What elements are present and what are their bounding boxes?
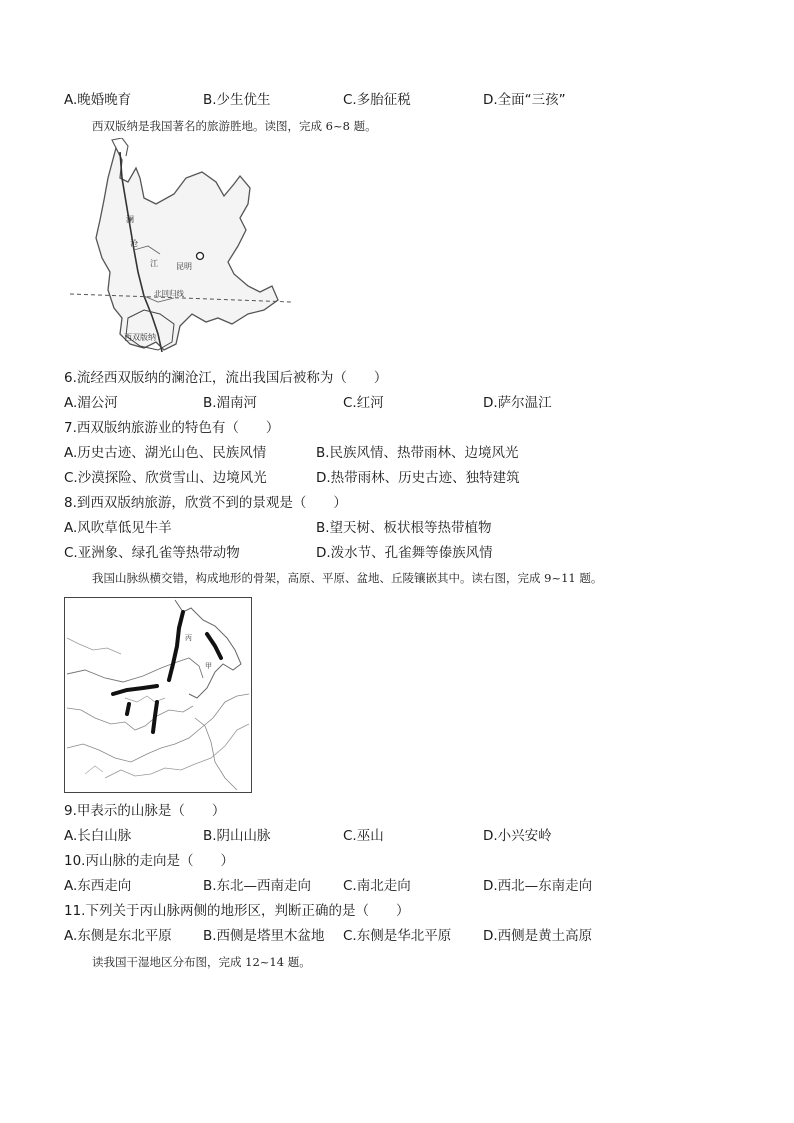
q6-option-d: D.萨尔温江: [483, 395, 552, 411]
q8-option-b: B.望天树、板状根等热带植物: [316, 520, 492, 536]
label-bing: 丙: [185, 634, 192, 642]
q9-option-d: D.小兴安岭: [483, 828, 552, 844]
q7-option-a: A.历史古迹、湖光山色、民族风情: [64, 445, 267, 461]
range-helan: [127, 704, 129, 714]
q7-option-c: C.沙漠探险、欣赏雪山、边境风光: [64, 470, 267, 486]
kunming-marker: [197, 253, 204, 260]
label-tropic: 北回归线: [154, 289, 184, 298]
q5-option-d: D.全面“三孩”: [483, 92, 566, 108]
map-china-mountains: [64, 597, 252, 793]
intro-9-11: 我国山脉纵横交错，构成地形的骨架，高原、平原、盆地、丘陵镶嵌其中。读右图，完成 9~11 题。: [92, 571, 603, 585]
label-jiang: 江: [150, 259, 158, 268]
label-xishuangbanna: 西双版纳: [124, 333, 156, 342]
q5-option-c: C.多胎征税: [343, 92, 411, 108]
q10-option-c: C.南北走向: [343, 878, 411, 894]
q8-option-c: C.亚洲象、绿孔雀等热带动物: [64, 545, 240, 561]
border-north: [67, 658, 203, 682]
map-china-svg: [65, 598, 251, 792]
q10-option-d: D.西北—东南走向: [483, 878, 593, 894]
q6-option-a: A.湄公河: [64, 395, 118, 411]
q9-option-b: B.阴山山脉: [203, 828, 271, 844]
label-kunming: 昆明: [176, 262, 192, 271]
q11-stem: 11.下列关于丙山脉两侧的地形区，判断正确的是（ ）: [64, 903, 410, 919]
intro-12-14: 读我国干湿地区分布图，完成 12~14 题。: [92, 955, 311, 969]
label-lan: 澜: [126, 215, 134, 224]
label-jia: 甲: [205, 662, 212, 670]
q11-option-a: A.东侧是东北平原: [64, 928, 172, 944]
q9-option-c: C.巫山: [343, 828, 384, 844]
q6-option-c: C.红河: [343, 395, 384, 411]
q11-option-c: C.东侧是华北平原: [343, 928, 452, 944]
range-da-xinganling: [169, 612, 183, 680]
q7-option-d: D.热带雨林、历史古迹、独特建筑: [316, 470, 520, 486]
q8-option-a: A.风吹草低见牛羊: [64, 520, 172, 536]
q10-stem: 10.丙山脉的走向是（ ）: [64, 853, 234, 869]
q5-option-b: B.少生优生: [203, 92, 271, 108]
range-bing: [153, 702, 157, 732]
q10-option-a: A.东西走向: [64, 878, 132, 894]
map-yunnan: [64, 138, 298, 360]
q9-option-a: A.长白山脉: [64, 828, 132, 844]
q7-stem: 7.西双版纳旅游业的特色有（ ）: [64, 420, 280, 436]
label-cang: 沧: [130, 239, 138, 248]
q8-stem: 8.到西双版纳旅游，欣赏不到的景观是（ ）: [64, 495, 347, 511]
q6-option-b: B.湄南河: [203, 395, 258, 411]
q5-option-a: A.晚婚晚育: [64, 92, 132, 108]
q8-option-d: D.泼水节、孔雀舞等傣族风情: [316, 545, 493, 561]
q9-stem: 9.甲表示的山脉是（ ）: [64, 803, 226, 819]
range-yinshan: [113, 686, 157, 694]
q11-option-b: B.西侧是塔里木盆地: [203, 928, 325, 944]
range-jia: [207, 634, 221, 658]
intro-6-8: 西双版纳是我国著名的旅游胜地。读图，完成 6~8 题。: [92, 119, 377, 133]
map-yunnan-svg: [64, 138, 298, 360]
q10-option-b: B.东北—西南走向: [203, 878, 312, 894]
q7-option-b: B.民族风情、热带雨林、边境风光: [316, 445, 519, 461]
q6-stem: 6.流经西双版纳的澜沧江，流出我国后被称为（ ）: [64, 370, 388, 386]
border-northeast: [175, 600, 241, 698]
q11-option-d: D.西侧是黄土高原: [483, 928, 593, 944]
